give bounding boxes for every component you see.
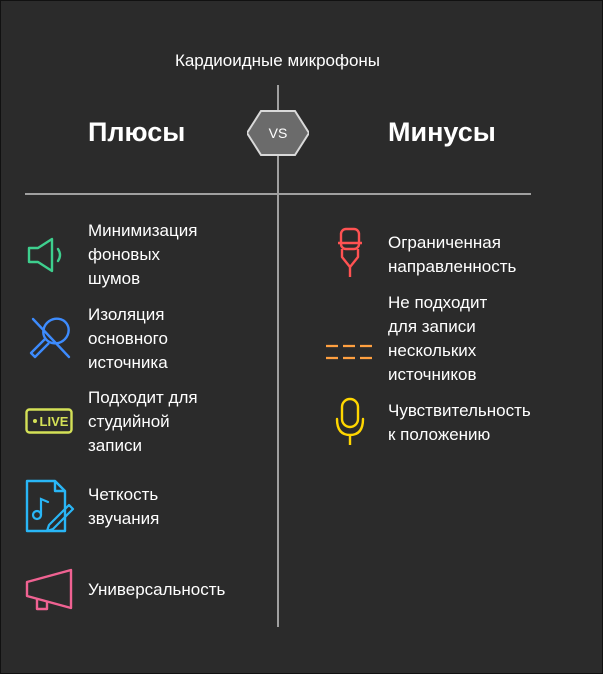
cons-heading: Минусы [388,117,496,147]
live-icon [25,408,73,434]
music-file-icon [25,479,75,533]
pros-item-5: Универсальность [88,580,226,599]
pros-item-3: Подходит для студийной записи [88,388,198,455]
microphone-slash-icon [23,313,75,363]
dashed-lines-icon [325,343,375,361]
vs-badge [247,109,309,157]
pros-heading: Плюсы [88,117,186,147]
vertical-divider [277,85,279,627]
cons-item-3: Чувствительность к положению [388,401,531,444]
pros-item-4: Четкость звучания [88,485,160,528]
speaker-icon [25,236,65,274]
horizontal-divider [25,193,531,195]
pros-item-2: Изоляция основного источника [88,305,168,372]
directional-mic-icon [336,227,364,279]
page-title: Кардиоидные микрофоны [174,51,381,70]
cons-item-2: Не подходит для записи нескольких источников [388,293,488,384]
pros-item-1: Минимизация фоновых шумов [88,221,198,288]
cons-item-1: Ограниченная направленность [388,233,517,276]
megaphone-icon [25,568,75,612]
vs-label: VS [268,125,288,141]
microphone-icon [334,397,366,447]
svg-text:LIVE: LIVE [39,414,69,429]
